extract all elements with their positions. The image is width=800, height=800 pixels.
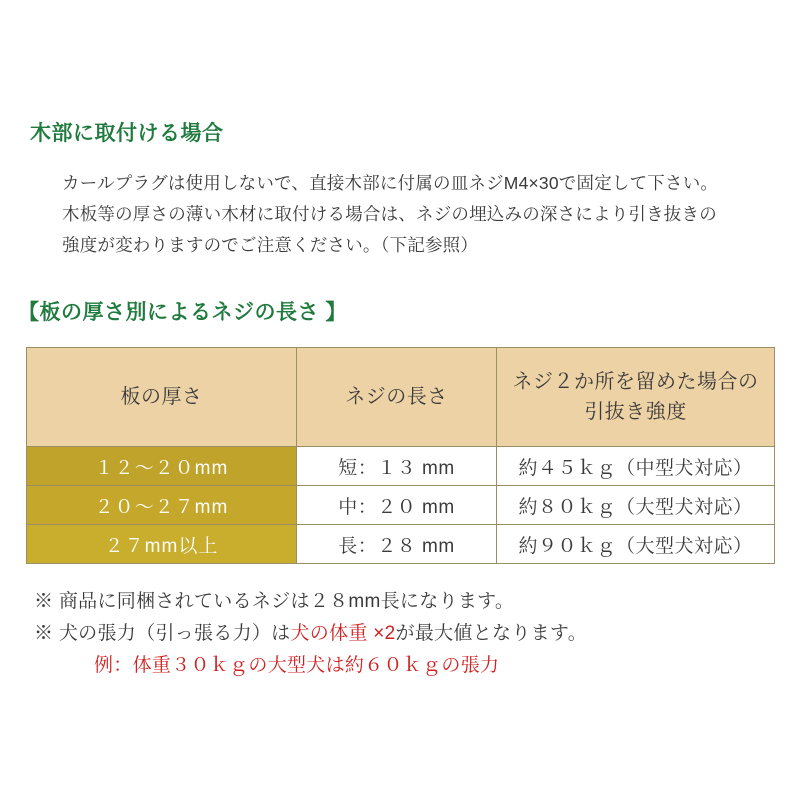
note-dog-tension-prefix: ※ 犬の張力（引っ張る力）は: [34, 623, 291, 644]
note-dog-tension: [34, 618, 774, 650]
screw-length-table: [26, 347, 775, 564]
cell-thickness: ２０〜２７mm: [27, 486, 297, 525]
table-caption: 【板の厚さ別によるネジの長さ 】: [18, 301, 347, 324]
cell-pullout-strength: 約９０ｋｇ（大型犬対応）: [497, 525, 775, 564]
cell-thickness: １２〜２０mm: [27, 447, 297, 486]
cell-pullout-strength: 約４５ｋｇ（中型犬対応）: [497, 447, 775, 486]
cell-screw-length: 長：２８ mm: [297, 525, 497, 564]
table-row: [27, 447, 775, 486]
table-header-row: [27, 348, 775, 447]
cell-screw-length: 中：２０ mm: [297, 486, 497, 525]
column-header-pullout-line-2: 引抜き強度: [584, 401, 687, 423]
note-dog-tension-suffix: が最大値となります。: [395, 623, 588, 644]
column-header-pullout-line-1: ネジ２か所を留めた場合の: [512, 371, 759, 393]
paragraph-line-2: 木板等の厚さの薄い木材に取付ける場合は、ネジの埋込みの深さにより引き抜きの: [62, 204, 717, 224]
paragraph-line-1: カールプラグは使用しないで、直接木部に付属の皿ネジM4×30で固定して下さい。: [62, 173, 719, 193]
note-screw-length: ※ 商品に同梱されているネジは２８mm長になります。: [34, 591, 515, 612]
cell-screw-length: 短：１３ mm: [297, 447, 497, 486]
table-body: [27, 447, 775, 564]
note-example: 例：体重３０ｋｇの大型犬は約６０ｋｇの張力: [94, 655, 500, 676]
paragraph-line-3: 強度が変わりますのでご注意ください。（下記参照）: [62, 235, 479, 255]
table-row: [27, 525, 775, 564]
note-dog-tension-emphasis: 犬の体重 ×2: [290, 623, 396, 644]
notes-block: [34, 586, 774, 682]
cell-pullout-strength: 約８０ｋｇ（大型犬対応）: [497, 486, 775, 525]
cell-thickness: ２７mm以上: [27, 525, 297, 564]
table-head: [27, 348, 775, 447]
column-header-thickness: 板の厚さ: [27, 348, 297, 447]
column-header-screw-length: ネジの長さ: [297, 348, 497, 447]
column-header-pullout-strength: [497, 348, 775, 447]
table-row: [27, 486, 775, 525]
section-heading: 木部に取付ける場合: [30, 122, 224, 145]
body-paragraph: [62, 168, 774, 261]
